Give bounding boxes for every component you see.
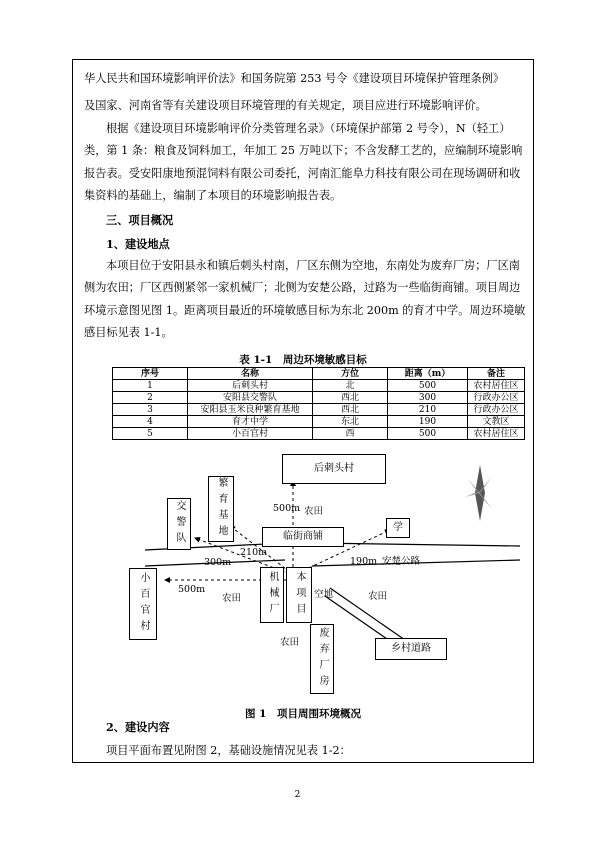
- table-cell: 北: [313, 380, 388, 392]
- table-cell: 农村居住区: [468, 428, 525, 440]
- vacant-land-label: 空地: [314, 589, 334, 600]
- table-cell: 3: [113, 404, 188, 416]
- table-row: [113, 428, 525, 440]
- distance-label: 500m: [273, 503, 301, 514]
- table-cell: 安阳县玉米良种繁育基地: [188, 404, 313, 416]
- page-number: 2: [294, 790, 301, 800]
- table-cell: 行政办公区: [468, 404, 525, 416]
- distance-label: 300m: [204, 557, 232, 568]
- table-cell: 1: [113, 380, 188, 392]
- distance-label: 500m: [178, 584, 206, 595]
- table-cell: 2: [113, 392, 188, 404]
- subsection-heading: 1、建设地点: [106, 237, 170, 251]
- table-cell: 西: [313, 428, 388, 440]
- col-header: 距离（m）: [388, 368, 468, 380]
- table-cell: 育才中学: [188, 416, 313, 428]
- farmland-label: 农田: [368, 591, 388, 602]
- farmland-label: 农田: [304, 506, 324, 517]
- table-cell: 小百官村: [188, 428, 313, 440]
- breeding-base-box: 繁育基地: [208, 476, 234, 542]
- table-cell: 文教区: [468, 416, 525, 428]
- table-cell: 300: [388, 392, 468, 404]
- table-cell: 5: [113, 428, 188, 440]
- col-header: 序号: [113, 368, 188, 380]
- paragraph-layout: 项目平面布置见附图 2，基础设施情况见表 1-2：: [106, 744, 351, 757]
- road-label: 安楚公路: [382, 556, 421, 567]
- table-cell: 西北: [313, 404, 388, 416]
- farmland-label: 农田: [222, 593, 242, 604]
- abandoned-factory-box: 废弃厂房: [310, 624, 334, 694]
- machinery-factory-box: 机械厂: [260, 567, 284, 623]
- table-cell: 安阳县交警队: [188, 392, 313, 404]
- table-row: [113, 380, 525, 392]
- table-row: [113, 392, 525, 404]
- table-cell: 西北: [313, 392, 388, 404]
- section-heading: 三、项目概况: [106, 213, 174, 227]
- school-box: 学: [386, 518, 410, 538]
- col-header: 方位: [313, 368, 388, 380]
- table-cell: 农村居住区: [468, 380, 525, 392]
- table-cell: 210: [388, 404, 468, 416]
- table-cell: 东北: [313, 416, 388, 428]
- distance-label: 190m: [350, 556, 378, 567]
- table-cell: 190: [388, 416, 468, 428]
- paragraph-line: 华人民共和国环境影响评价法》和国务院第 253 号令《建设项目环境保护管理条例》: [84, 72, 505, 85]
- village-road-box: 乡村道路: [375, 638, 447, 660]
- xiaobaiguan-village-box: 小百官村: [129, 568, 157, 640]
- col-header: 备注: [468, 368, 525, 380]
- traffic-police-box: 交警队: [167, 498, 191, 550]
- compass-icon: [465, 465, 492, 521]
- sensitive-targets-table: [112, 367, 525, 440]
- paragraph-classification: 根据《建设项目环境影响评价分类管理名录》（环境保护部第 2 号令），N（轻工）类，第 1 条：粮食及饲料加工，年加工 25 万吨以下；不含发酵工艺的，应编制环境影响报告表。受安阳康地预混饲料有限公司委托，河南汇能阜力科技有限公司在现场调研和收集资料的基础上，编制了本项目的环境影响报告表。: [84, 122, 523, 203]
- table-cell: 4: [113, 416, 188, 428]
- distance-label: 210m: [240, 547, 268, 558]
- subsection-heading: 2、建设内容: [106, 720, 170, 734]
- houcitou-village-box: 后刺头村: [282, 454, 386, 484]
- street-shops-box: 临街商铺: [262, 527, 344, 547]
- table-caption: 表 1-1 周边环境敏感目标: [239, 354, 367, 366]
- table-row: [113, 404, 525, 416]
- table-cell: 500: [388, 428, 468, 440]
- site-map-figure: [100, 448, 520, 704]
- farmland-label: 农田: [280, 637, 300, 648]
- table-cell: 500: [388, 380, 468, 392]
- paragraph-location: 本项目位于安阳县永和镇后刺头村南，厂区东侧为空地，东南处为废弃厂房；厂区南侧为农田；厂区西侧紧邻一家机械厂；北侧为安楚公路，过路为一些临街商铺。项目周边环境示意图见图 1。距离项目最近的环境敏感目标为东北 200m 的育才中学。周边环境敏感目标见表 1-1。: [84, 259, 526, 340]
- table-cell: 后刺头村: [188, 380, 313, 392]
- project-site-box: 本项目: [286, 567, 312, 623]
- figure-caption: 图 1 项目周围环境概况: [245, 708, 361, 720]
- col-header: 名称: [188, 368, 313, 380]
- table-cell: 行政办公区: [468, 392, 525, 404]
- paragraph-line: 及国家、河南省等有关建设项目环境管理的有关规定，项目应进行环境影响评价。: [84, 99, 487, 112]
- table-row: [113, 416, 525, 428]
